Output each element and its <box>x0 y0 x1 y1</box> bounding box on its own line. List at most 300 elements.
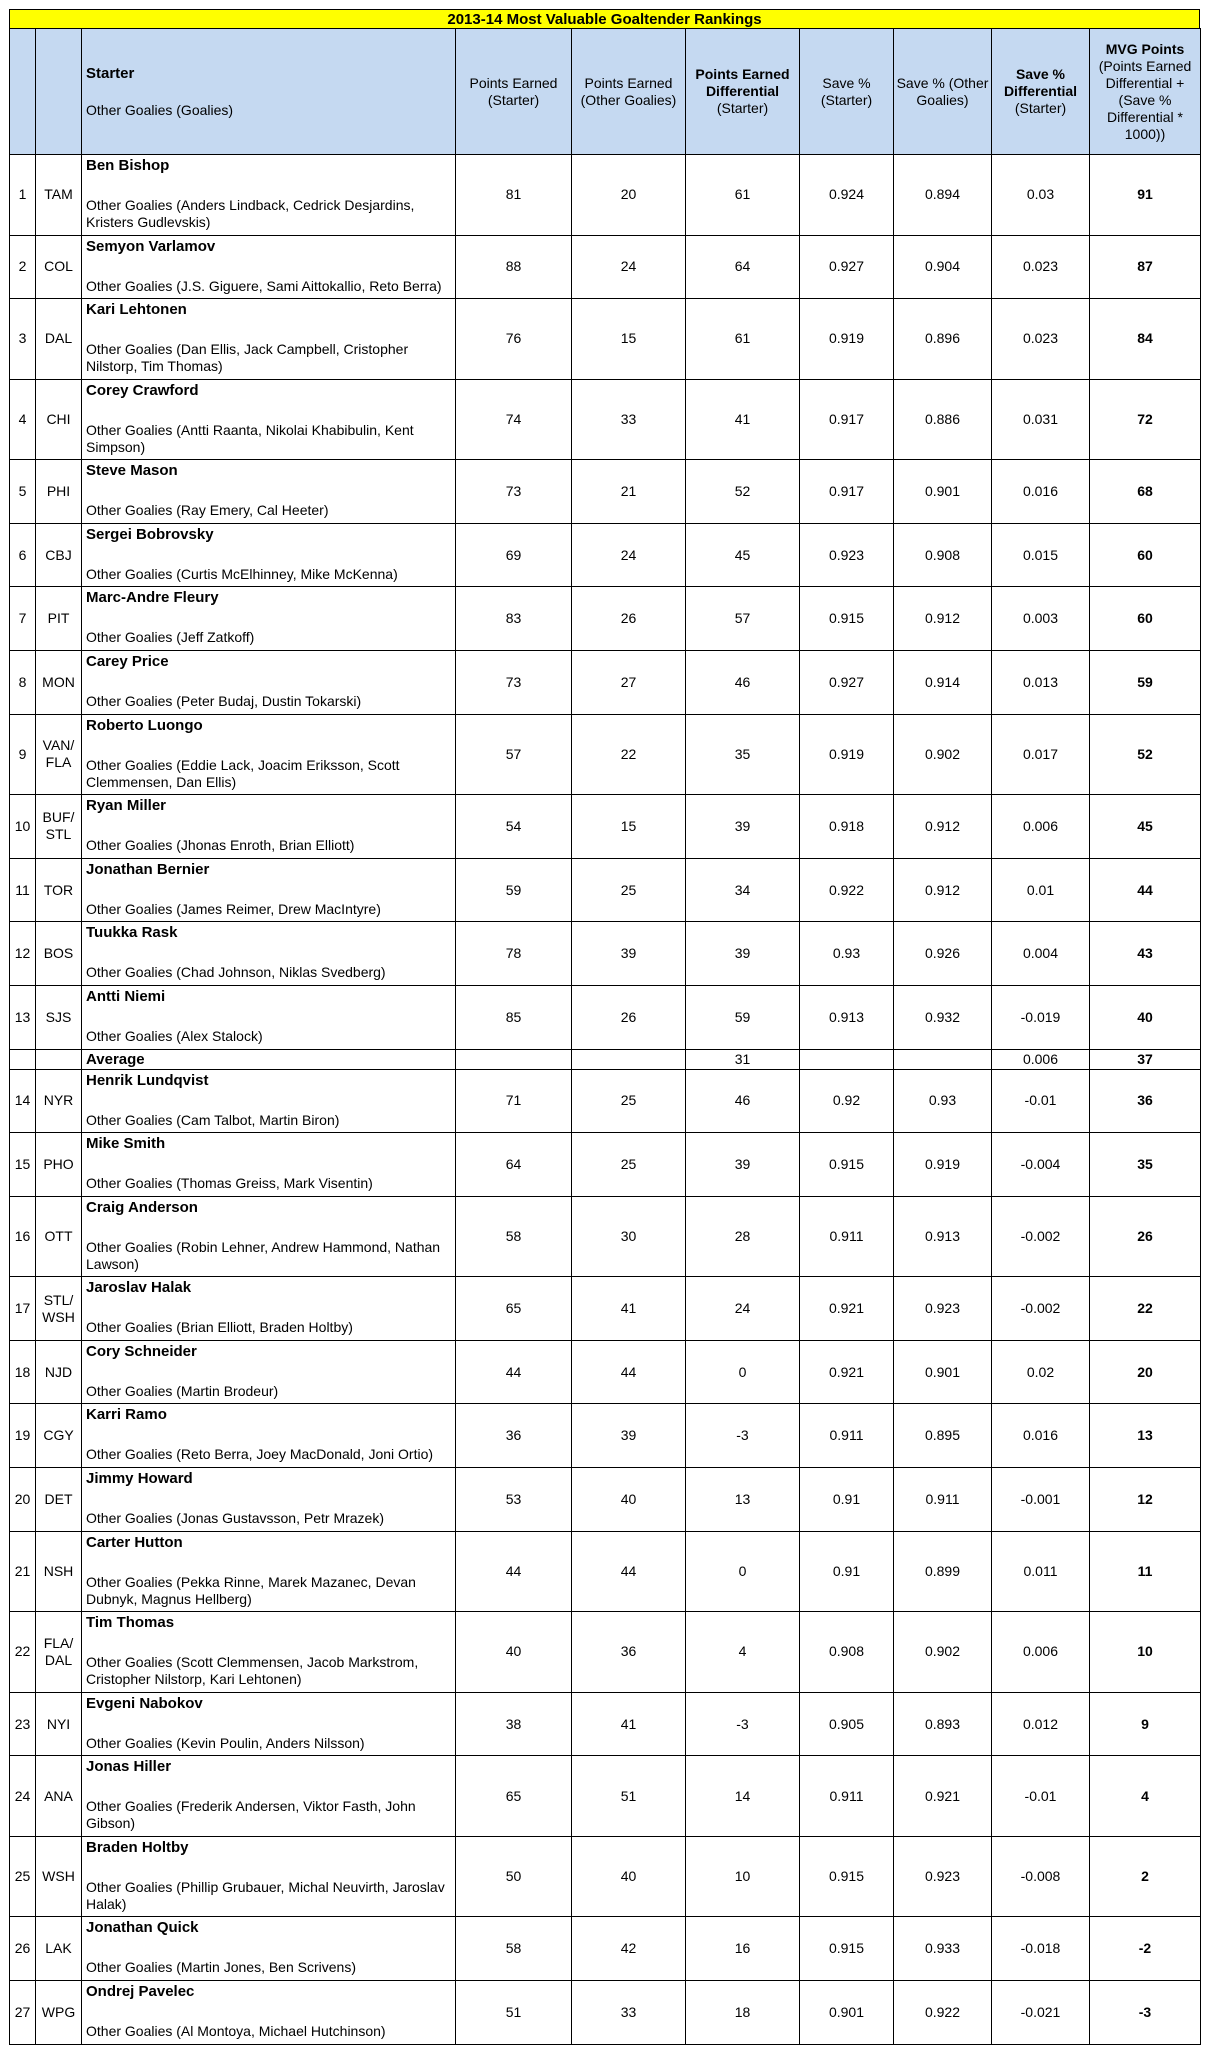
mvg-cell: 9 <box>1090 1692 1201 1756</box>
table-row <box>10 299 1201 380</box>
points-starter-cell: 40 <box>456 1612 572 1693</box>
team-cell: PHO <box>36 1133 82 1197</box>
table-row <box>10 714 1201 795</box>
points-diff-cell: 39 <box>686 1133 800 1197</box>
save-diff-cell: -0.01 <box>992 1069 1090 1133</box>
player-cell <box>82 795 456 859</box>
save-other-cell: 0.901 <box>894 460 992 524</box>
table-title: 2013-14 Most Valuable Goaltender Rankings <box>9 9 1200 28</box>
points-diff-cell: 34 <box>686 858 800 922</box>
table-row <box>10 1836 1201 1917</box>
rank-cell: 9 <box>10 714 36 795</box>
points-other-cell: 39 <box>572 922 686 986</box>
save-other-cell: 0.901 <box>894 1340 992 1404</box>
save-starter-cell: 0.911 <box>800 1756 894 1837</box>
points-starter-cell: 85 <box>456 985 572 1049</box>
points-diff-cell: 35 <box>686 714 800 795</box>
table-row <box>10 587 1201 651</box>
save-diff-cell: 0.006 <box>992 795 1090 859</box>
points-starter-cell: 76 <box>456 299 572 380</box>
other-goalies: Other Goalies (Robin Lehner, Andrew Hammond, Nathan Lawson) <box>86 1238 441 1272</box>
header-save-other: Save % (Other Goalies) <box>894 29 992 155</box>
other-goalies: Other Goalies (Peter Budaj, Dustin Tokarski) <box>86 693 362 710</box>
save-diff-cell: 0.016 <box>992 1404 1090 1468</box>
starter-name: Jonas Hiller <box>86 1758 172 1776</box>
mvg-cell: 40 <box>1090 985 1201 1049</box>
save-diff-cell: 0.016 <box>992 460 1090 524</box>
header-other-goalies-label: Other Goalies (Goalies) <box>86 101 234 118</box>
save-starter-cell: 0.919 <box>800 714 894 795</box>
team-cell: STL/ WSH <box>36 1277 82 1341</box>
team-cell: NJD <box>36 1340 82 1404</box>
header-save-starter: Save % (Starter) <box>800 29 894 155</box>
rank-cell: 21 <box>10 1531 36 1612</box>
save-other-cell: 0.902 <box>894 714 992 795</box>
save-other-cell: 0.911 <box>894 1467 992 1531</box>
player-cell <box>82 379 456 460</box>
points-other-cell: 25 <box>572 858 686 922</box>
starter-name: Carey Price <box>86 653 169 671</box>
player-cell <box>82 1404 456 1468</box>
other-goalies: Other Goalies (Chad Johnson, Niklas Svedberg) <box>86 964 386 981</box>
save-diff-cell: -0.01 <box>992 1756 1090 1837</box>
rank-cell: 7 <box>10 587 36 651</box>
points-diff-cell: 64 <box>686 235 800 299</box>
starter-name: Ondrej Pavelec <box>86 1983 195 2001</box>
rank-cell: 22 <box>10 1612 36 1693</box>
save-starter-cell: 0.922 <box>800 858 894 922</box>
table-row <box>10 922 1201 986</box>
mvg-cell: 2 <box>1090 1836 1201 1917</box>
starter-name: Jonathan Bernier <box>86 860 210 878</box>
rank-cell <box>10 1049 36 1069</box>
player-cell <box>82 1467 456 1531</box>
other-goalies: Other Goalies (Reto Berra, Joey MacDonald, Joni Ortio) <box>86 1446 434 1463</box>
team-cell: DAL <box>36 299 82 380</box>
save-starter-cell: 0.917 <box>800 379 894 460</box>
rank-cell: 8 <box>10 651 36 715</box>
points-starter-cell: 65 <box>456 1277 572 1341</box>
table-row <box>10 795 1201 859</box>
player-cell <box>82 1917 456 1981</box>
rank-cell: 11 <box>10 858 36 922</box>
mvg-cell: 60 <box>1090 523 1201 587</box>
rank-cell: 4 <box>10 379 36 460</box>
other-goalies: Other Goalies (Antti Raanta, Nikolai Khabibulin, Kent Simpson) <box>86 421 414 455</box>
points-diff-cell: 18 <box>686 1981 800 2045</box>
other-goalies: Other Goalies (Dan Ellis, Jack Campbell, Cristopher Nilstorp, Tim Thomas) <box>86 341 409 375</box>
rank-cell: 18 <box>10 1340 36 1404</box>
save-starter-cell: 0.913 <box>800 985 894 1049</box>
save-starter-cell: 0.911 <box>800 1196 894 1277</box>
table-row <box>10 1756 1201 1837</box>
table-row <box>10 1133 1201 1197</box>
team-cell: PIT <box>36 587 82 651</box>
points-other-cell: 20 <box>572 155 686 236</box>
save-diff-cell: 0.02 <box>992 1340 1090 1404</box>
starter-name: Henrik Lundqvist <box>86 1071 209 1089</box>
points-diff-cell: 0 <box>686 1340 800 1404</box>
save-other-cell: 0.894 <box>894 155 992 236</box>
save-starter-cell: 0.924 <box>800 155 894 236</box>
points-diff-cell: 16 <box>686 1917 800 1981</box>
team-cell: TAM <box>36 155 82 236</box>
mvg-cell: 35 <box>1090 1133 1201 1197</box>
save-starter-cell: 0.918 <box>800 795 894 859</box>
points-starter-cell: 78 <box>456 922 572 986</box>
table-row <box>10 1981 1201 2045</box>
header-save-diff-label: Save % Differential <box>1003 66 1078 99</box>
starter-name: Roberto Luongo <box>86 716 203 734</box>
team-cell: TOR <box>36 858 82 922</box>
player-cell <box>82 922 456 986</box>
points-starter-cell: 58 <box>456 1196 572 1277</box>
save-other-cell: 0.93 <box>894 1069 992 1133</box>
points-diff-cell: 39 <box>686 795 800 859</box>
starter-name: Braden Holtby <box>86 1838 189 1856</box>
points-other-cell: 26 <box>572 985 686 1049</box>
team-cell: NSH <box>36 1531 82 1612</box>
starter-name: Jaroslav Halak <box>86 1279 192 1297</box>
mvg-cell: 26 <box>1090 1196 1201 1277</box>
save-other-cell: 0.913 <box>894 1196 992 1277</box>
table-row <box>10 1069 1201 1133</box>
save-starter-cell: 0.915 <box>800 1133 894 1197</box>
save-other-cell: 0.886 <box>894 379 992 460</box>
starter-name: Steve Mason <box>86 462 178 480</box>
save-starter-cell: 0.91 <box>800 1531 894 1612</box>
points-starter-cell: 59 <box>456 858 572 922</box>
table-row <box>10 1340 1201 1404</box>
points-starter-cell: 57 <box>456 714 572 795</box>
header-points-diff <box>686 29 800 155</box>
points-other-cell <box>572 1049 686 1069</box>
other-goalies: Other Goalies (Cam Talbot, Martin Biron) <box>86 1111 340 1128</box>
other-goalies: Other Goalies (Martin Brodeur) <box>86 1382 279 1399</box>
other-goalies: Other Goalies (Jonas Gustavsson, Petr Mrazek) <box>86 1509 384 1526</box>
team-cell: OTT <box>36 1196 82 1277</box>
points-other-cell: 51 <box>572 1756 686 1837</box>
save-other-cell: 0.923 <box>894 1277 992 1341</box>
points-other-cell: 44 <box>572 1340 686 1404</box>
save-diff-cell: 0.023 <box>992 299 1090 380</box>
save-other-cell: 0.932 <box>894 985 992 1049</box>
points-starter-cell: 83 <box>456 587 572 651</box>
points-other-cell: 40 <box>572 1836 686 1917</box>
save-starter-cell: 0.919 <box>800 299 894 380</box>
points-starter-cell: 44 <box>456 1340 572 1404</box>
points-starter-cell: 51 <box>456 1981 572 2045</box>
points-diff-cell: 39 <box>686 922 800 986</box>
save-diff-cell: -0.018 <box>992 1917 1090 1981</box>
starter-name: Cory Schneider <box>86 1342 197 1360</box>
mvg-cell: 12 <box>1090 1467 1201 1531</box>
other-goalies: Other Goalies (Frederik Andersen, Viktor Fasth, John Gibson) <box>86 1798 416 1832</box>
points-starter-cell <box>456 1049 572 1069</box>
save-other-cell: 0.923 <box>894 1836 992 1917</box>
save-starter-cell: 0.921 <box>800 1340 894 1404</box>
player-cell <box>82 1133 456 1197</box>
save-starter-cell: 0.915 <box>800 1836 894 1917</box>
save-diff-cell: 0.023 <box>992 235 1090 299</box>
player-cell <box>82 1277 456 1341</box>
save-diff-cell: -0.004 <box>992 1133 1090 1197</box>
mvg-cell: 84 <box>1090 299 1201 380</box>
points-starter-cell: 38 <box>456 1692 572 1756</box>
player-cell <box>82 460 456 524</box>
team-cell: BUF/ STL <box>36 795 82 859</box>
starter-name: Sergei Bobrovsky <box>86 525 214 543</box>
team-cell: NYI <box>36 1692 82 1756</box>
points-starter-cell: 44 <box>456 1531 572 1612</box>
points-other-cell: 24 <box>572 235 686 299</box>
save-diff-cell: 0.01 <box>992 858 1090 922</box>
save-other-cell: 0.912 <box>894 795 992 859</box>
team-cell: FLA/ DAL <box>36 1612 82 1693</box>
points-diff-cell: 13 <box>686 1467 800 1531</box>
team-cell: CBJ <box>36 523 82 587</box>
mvg-cell: 91 <box>1090 155 1201 236</box>
header-points-diff-label: Points Earned Differential <box>695 66 790 99</box>
mvg-cell: 45 <box>1090 795 1201 859</box>
starter-name: Jonathan Quick <box>86 1919 199 1937</box>
points-diff-cell: 45 <box>686 523 800 587</box>
rank-cell: 5 <box>10 460 36 524</box>
rank-cell: 2 <box>10 235 36 299</box>
mvg-cell: 43 <box>1090 922 1201 986</box>
points-starter-cell: 73 <box>456 460 572 524</box>
header-save-diff-sub: (Starter) <box>1014 100 1067 116</box>
header-mvg <box>1090 29 1201 155</box>
table-row <box>10 1404 1201 1468</box>
table-row <box>10 155 1201 236</box>
starter-name: Tim Thomas <box>86 1614 175 1632</box>
table-row <box>10 985 1201 1049</box>
table-row <box>10 460 1201 524</box>
team-cell: WSH <box>36 1836 82 1917</box>
points-diff-cell: 14 <box>686 1756 800 1837</box>
header-points-diff-sub: (Starter) <box>716 100 769 116</box>
points-starter-cell: 50 <box>456 1836 572 1917</box>
table-row <box>10 1277 1201 1341</box>
team-cell: COL <box>36 235 82 299</box>
rank-cell: 23 <box>10 1692 36 1756</box>
header-team <box>36 29 82 155</box>
header-starter <box>82 29 456 155</box>
starter-name: Ben Bishop <box>86 157 170 174</box>
save-diff-cell: 0.006 <box>992 1049 1090 1069</box>
player-cell <box>82 714 456 795</box>
points-other-cell: 33 <box>572 1981 686 2045</box>
save-other-cell: 0.919 <box>894 1133 992 1197</box>
team-cell: CHI <box>36 379 82 460</box>
mvg-cell: 10 <box>1090 1612 1201 1693</box>
rank-cell: 20 <box>10 1467 36 1531</box>
points-diff-cell: 57 <box>686 587 800 651</box>
mvg-cell: 59 <box>1090 651 1201 715</box>
save-diff-cell: 0.011 <box>992 1531 1090 1612</box>
mvg-cell: 37 <box>1090 1049 1201 1069</box>
points-diff-cell: 24 <box>686 1277 800 1341</box>
table-row <box>10 1196 1201 1277</box>
points-diff-cell: 28 <box>686 1196 800 1277</box>
player-cell <box>82 1340 456 1404</box>
team-cell: BOS <box>36 922 82 986</box>
player-cell <box>82 235 456 299</box>
points-diff-cell: 46 <box>686 651 800 715</box>
header-save-diff <box>992 29 1090 155</box>
rank-cell: 15 <box>10 1133 36 1197</box>
save-diff-cell: 0.012 <box>992 1692 1090 1756</box>
header-rank <box>10 29 36 155</box>
player-cell <box>82 523 456 587</box>
other-goalies: Other Goalies (Kevin Poulin, Anders Nilsson) <box>86 1734 365 1751</box>
save-diff-cell: 0.03 <box>992 155 1090 236</box>
team-cell: DET <box>36 1467 82 1531</box>
save-starter-cell: 0.927 <box>800 651 894 715</box>
points-other-cell: 25 <box>572 1069 686 1133</box>
starter-name: Evgeni Nabokov <box>86 1694 203 1712</box>
team-cell: LAK <box>36 1917 82 1981</box>
other-goalies: Other Goalies (Eddie Lack, Joacim Eriksson, Scott Clemmensen, Dan Ellis) <box>86 756 400 790</box>
points-other-cell: 41 <box>572 1692 686 1756</box>
save-starter-cell: 0.917 <box>800 460 894 524</box>
points-starter-cell: 71 <box>456 1069 572 1133</box>
points-other-cell: 42 <box>572 1917 686 1981</box>
points-starter-cell: 64 <box>456 1133 572 1197</box>
starter-name: Carter Hutton <box>86 1533 183 1551</box>
points-starter-cell: 53 <box>456 1467 572 1531</box>
points-other-cell: 22 <box>572 714 686 795</box>
average-label: Average <box>86 1050 145 1068</box>
average-label-cell <box>82 1049 456 1069</box>
points-other-cell: 44 <box>572 1531 686 1612</box>
save-starter-cell: 0.915 <box>800 587 894 651</box>
rank-cell: 12 <box>10 922 36 986</box>
player-cell <box>82 1836 456 1917</box>
points-diff-cell: 61 <box>686 299 800 380</box>
team-cell <box>36 1049 82 1069</box>
table-row <box>10 651 1201 715</box>
team-cell: WPG <box>36 1981 82 2045</box>
starter-name: Kari Lehtonen <box>86 301 187 319</box>
mvg-cell: 44 <box>1090 858 1201 922</box>
other-goalies: Other Goalies (Brian Elliott, Braden Holtby) <box>86 1319 353 1336</box>
save-other-cell: 0.902 <box>894 1612 992 1693</box>
save-other-cell: 0.896 <box>894 299 992 380</box>
starter-name: Mike Smith <box>86 1135 166 1153</box>
save-starter-cell: 0.901 <box>800 1981 894 2045</box>
player-cell <box>82 1196 456 1277</box>
team-cell: SJS <box>36 985 82 1049</box>
rank-cell: 25 <box>10 1836 36 1917</box>
points-other-cell: 26 <box>572 587 686 651</box>
header-points-other: Points Earned (Other Goalies) <box>572 29 686 155</box>
player-cell <box>82 985 456 1049</box>
points-diff-cell: 41 <box>686 379 800 460</box>
save-other-cell: 0.908 <box>894 523 992 587</box>
mvg-cell: 13 <box>1090 1404 1201 1468</box>
rank-cell: 13 <box>10 985 36 1049</box>
points-other-cell: 25 <box>572 1133 686 1197</box>
table-row <box>10 1612 1201 1693</box>
mvg-cell: 20 <box>1090 1340 1201 1404</box>
mvg-cell: 11 <box>1090 1531 1201 1612</box>
header-row <box>10 29 1201 155</box>
save-other-cell: 0.912 <box>894 858 992 922</box>
points-other-cell: 15 <box>572 299 686 380</box>
team-cell: MON <box>36 651 82 715</box>
save-other-cell: 0.895 <box>894 1404 992 1468</box>
table-row <box>10 1917 1201 1981</box>
table-row <box>10 523 1201 587</box>
save-other-cell: 0.904 <box>894 235 992 299</box>
mvg-cell: 22 <box>1090 1277 1201 1341</box>
rank-cell: 27 <box>10 1981 36 2045</box>
save-diff-cell: 0.031 <box>992 379 1090 460</box>
save-other-cell: 0.922 <box>894 1981 992 2045</box>
points-other-cell: 30 <box>572 1196 686 1277</box>
points-diff-cell: 10 <box>686 1836 800 1917</box>
other-goalies: Other Goalies (Jhonas Enroth, Brian Elliott) <box>86 837 355 854</box>
save-starter-cell: 0.93 <box>800 922 894 986</box>
rank-cell: 6 <box>10 523 36 587</box>
save-diff-cell: -0.021 <box>992 1981 1090 2045</box>
points-other-cell: 33 <box>572 379 686 460</box>
team-cell: ANA <box>36 1756 82 1837</box>
points-diff-cell: 59 <box>686 985 800 1049</box>
rank-cell: 19 <box>10 1404 36 1468</box>
player-cell <box>82 1612 456 1693</box>
points-diff-cell: 4 <box>686 1612 800 1693</box>
points-other-cell: 27 <box>572 651 686 715</box>
header-starter-label: Starter <box>86 64 135 82</box>
save-diff-cell: -0.008 <box>992 1836 1090 1917</box>
points-starter-cell: 88 <box>456 235 572 299</box>
other-goalies: Other Goalies (Phillip Grubauer, Michal Neuvirth, Jaroslav Halak) <box>86 1878 445 1912</box>
team-cell: CGY <box>36 1404 82 1468</box>
mvg-cell: 72 <box>1090 379 1201 460</box>
save-other-cell: 0.933 <box>894 1917 992 1981</box>
save-starter-cell: 0.92 <box>800 1069 894 1133</box>
save-starter-cell: 0.905 <box>800 1692 894 1756</box>
points-starter-cell: 74 <box>456 379 572 460</box>
rank-cell: 26 <box>10 1917 36 1981</box>
rank-cell: 17 <box>10 1277 36 1341</box>
mvg-cell: 60 <box>1090 587 1201 651</box>
save-starter-cell: 0.921 <box>800 1277 894 1341</box>
rank-cell: 24 <box>10 1756 36 1837</box>
rank-cell: 14 <box>10 1069 36 1133</box>
other-goalies: Other Goalies (Alex Stalock) <box>86 1027 263 1044</box>
save-starter-cell: 0.91 <box>800 1467 894 1531</box>
starter-name: Antti Niemi <box>86 987 166 1005</box>
save-other-cell: 0.912 <box>894 587 992 651</box>
save-starter-cell: 0.923 <box>800 523 894 587</box>
other-goalies: Other Goalies (Ray Emery, Cal Heeter) <box>86 502 329 519</box>
table-row <box>10 1467 1201 1531</box>
player-cell <box>82 858 456 922</box>
points-diff-cell: 61 <box>686 155 800 236</box>
starter-name: Tuukka Rask <box>86 924 178 942</box>
save-diff-cell: 0.004 <box>992 922 1090 986</box>
points-other-cell: 24 <box>572 523 686 587</box>
save-starter-cell: 0.911 <box>800 1404 894 1468</box>
save-starter-cell: 0.927 <box>800 235 894 299</box>
table-row <box>10 1531 1201 1612</box>
save-diff-cell: 0.006 <box>992 1612 1090 1693</box>
points-other-cell: 40 <box>572 1467 686 1531</box>
